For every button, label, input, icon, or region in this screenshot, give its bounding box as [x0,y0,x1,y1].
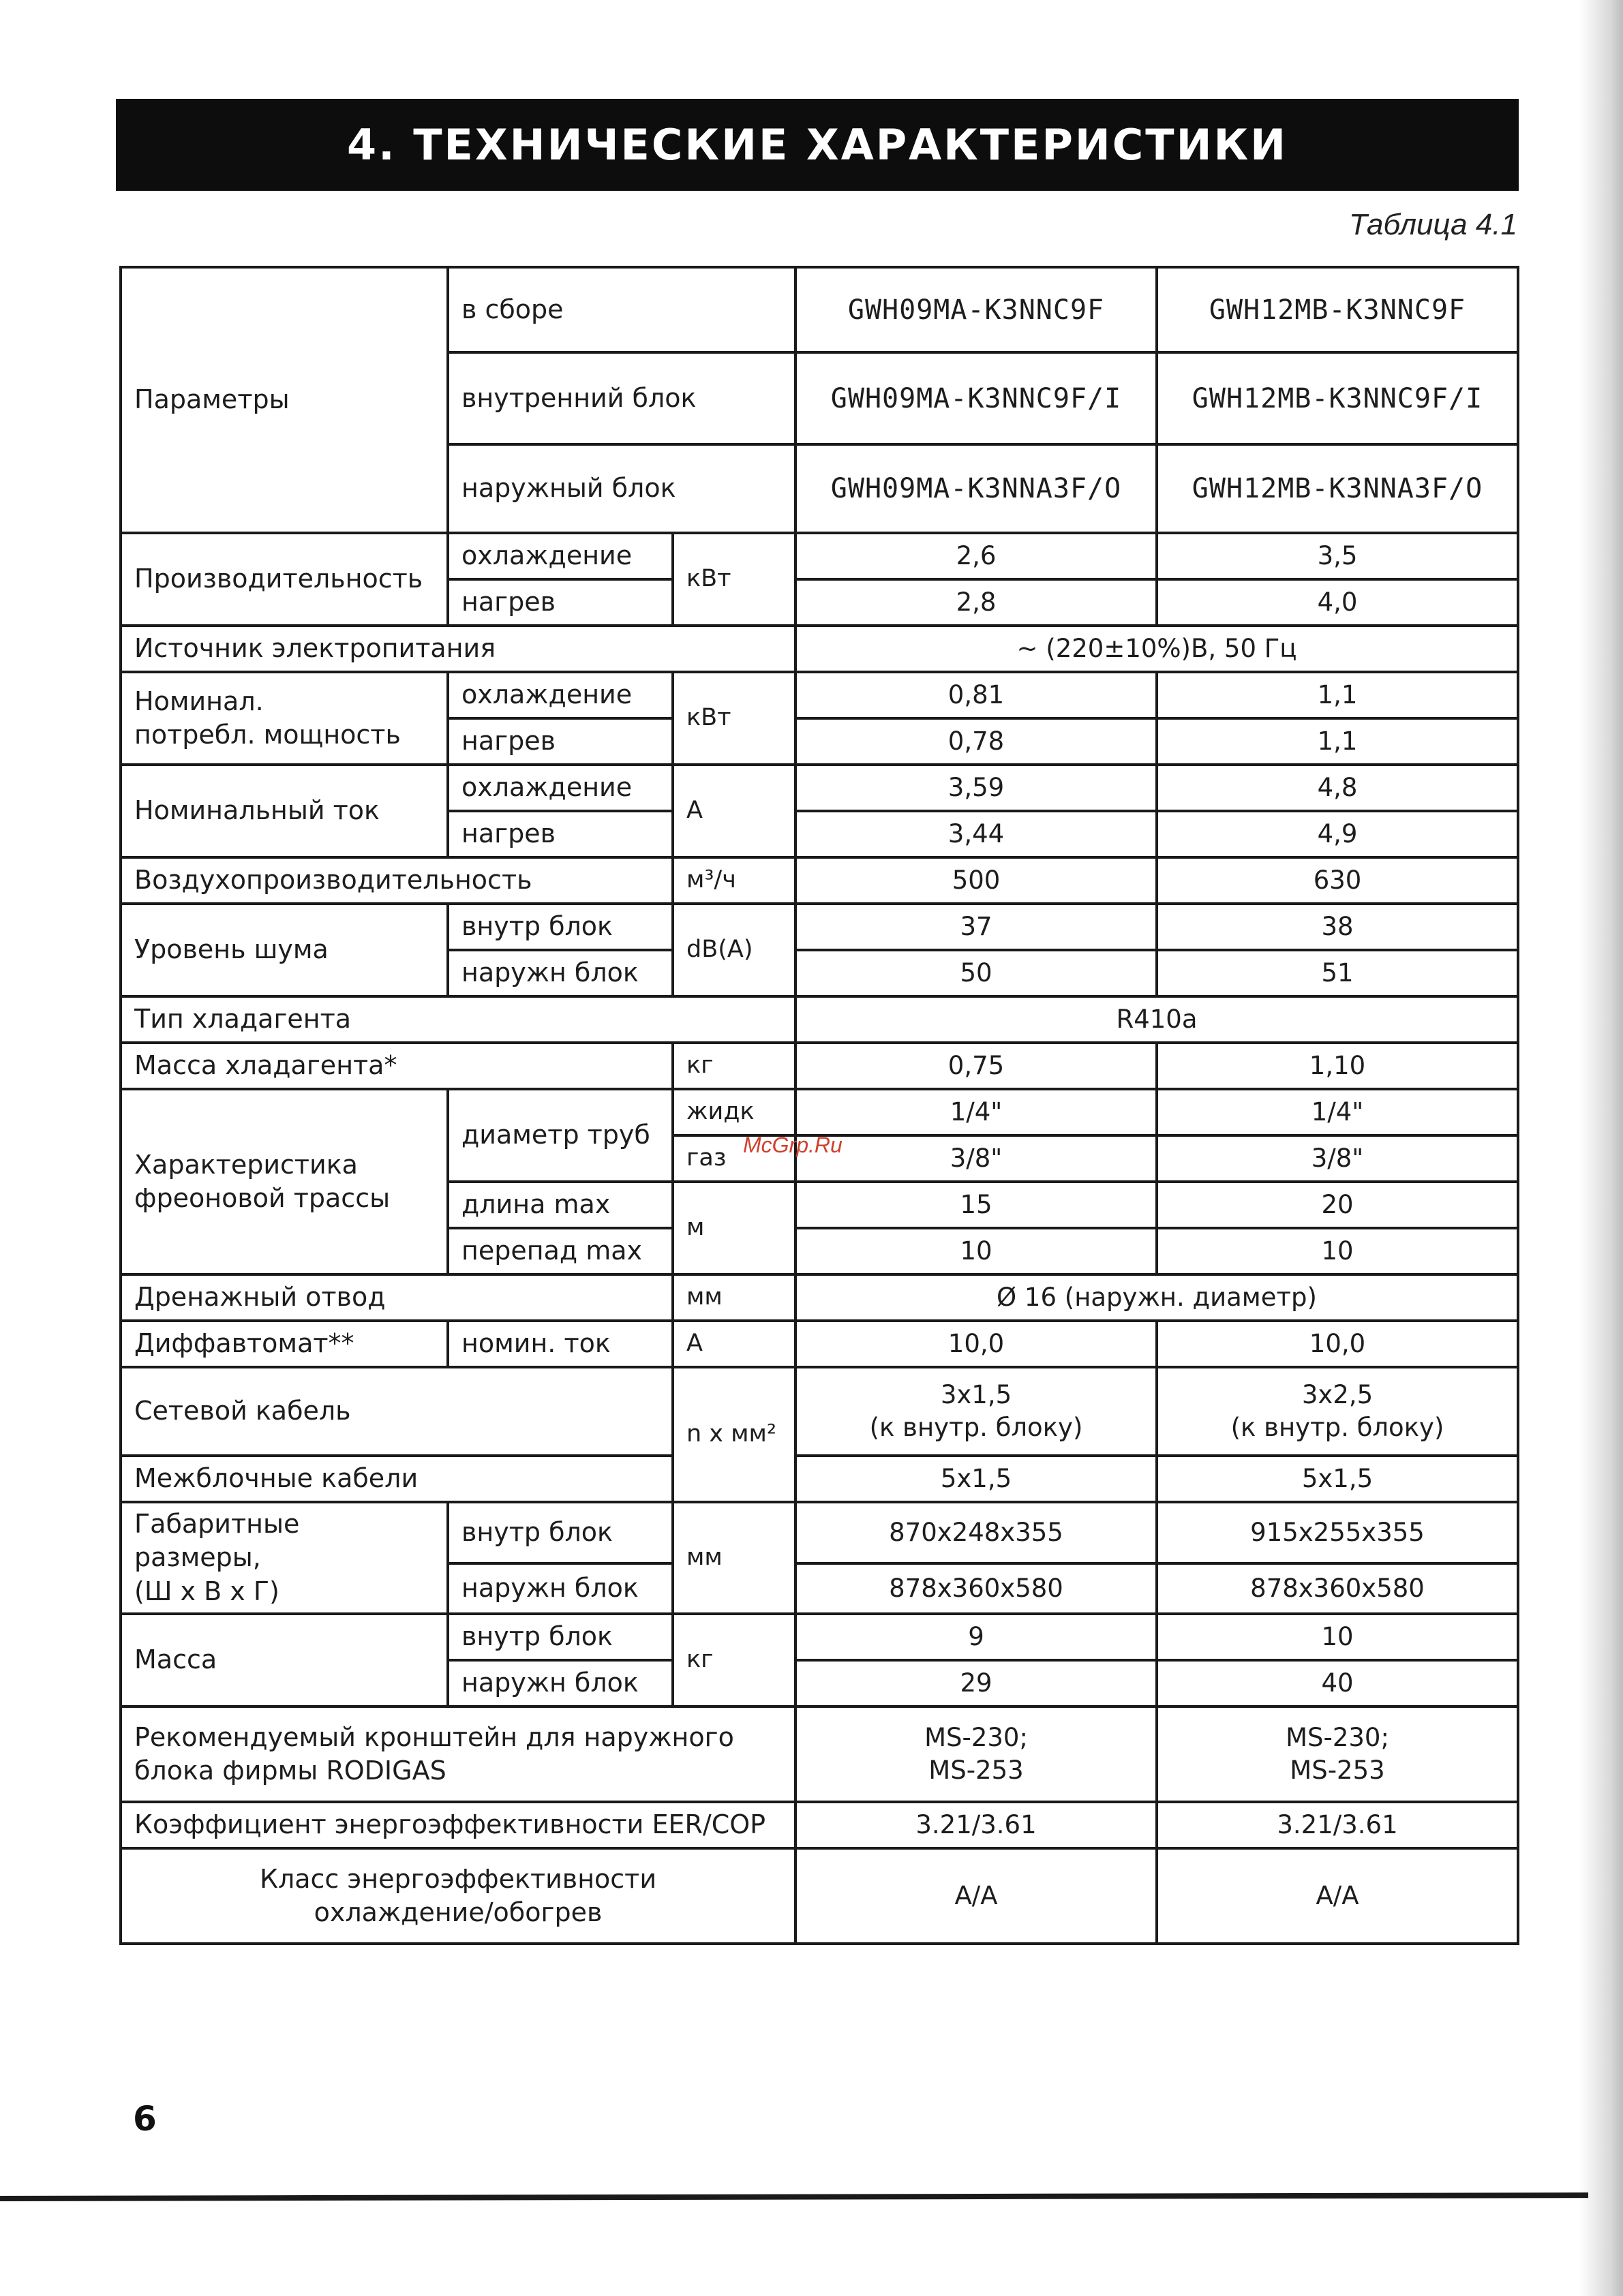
unit-cell: м [673,1182,795,1274]
row-label: Номинальный ток [121,765,448,857]
value-line: 3x1,5 [940,1379,1012,1409]
table-row [121,1614,1518,1660]
row-label [121,672,448,765]
table-row [121,1502,1518,1563]
table-row [121,1456,1518,1502]
page-number: 6 [133,2099,157,2139]
table-row [121,1367,1518,1456]
value-cell: 1,1 [1157,718,1518,765]
row-sublabel: внутр блок [448,1614,673,1660]
value-cell: 3/8" [795,1135,1157,1182]
row-sublabel: диаметр труб [448,1089,673,1182]
row-label: Диффавтомат** [121,1321,448,1367]
row-label-line: Класс энергоэффективности [259,1863,657,1894]
value-cell: Ø 16 (наружн. диаметр) [795,1274,1518,1321]
value-cell: 1,1 [1157,672,1518,718]
unit-cell: кВт [673,672,795,765]
row-sublabel: охлаждение [448,765,673,811]
row-sublabel: номин. ток [448,1321,673,1367]
row-label: Дренажный отвод [121,1274,673,1321]
value-cell: 4,9 [1157,811,1518,857]
value-cell: 500 [795,857,1157,904]
row-sublabel: длина max [448,1182,673,1228]
table-row [121,1321,1518,1367]
row-sublabel: в сборе [448,267,795,352]
model-cell: GWH09MA-K3NNA3F/O [795,444,1157,533]
value-cell: 1/4" [1157,1089,1518,1135]
section-title: 4. ТЕХНИЧЕСКИЕ ХАРАКТЕРИСТИКИ [116,99,1519,191]
value-line: MS-230; [924,1722,1028,1752]
value-cell [795,1706,1157,1802]
row-label [121,1502,448,1614]
table-row [121,1089,1518,1135]
value-cell: 50 [795,950,1157,996]
value-cell: 5x1,5 [1157,1456,1518,1502]
table-caption: Таблица 4.1 [1349,208,1517,241]
unit-cell: газ [673,1135,795,1182]
value-cell: 2,6 [795,533,1157,579]
value-cell: 4,0 [1157,579,1518,626]
value-cell: 0,75 [795,1043,1157,1089]
row-label: Сетевой кабель [121,1367,673,1456]
unit-cell: м³/ч [673,857,795,904]
model-cell: GWH12MB-K3NNA3F/O [1157,444,1518,533]
row-label: Воздухопроизводительность [121,857,673,904]
model-cell: GWH09MA-K3NNC9F/I [795,352,1157,444]
row-label: Масса хладагента* [121,1043,673,1089]
row-label-line: блока фирмы RODIGAS [134,1756,446,1786]
row-sublabel: охлаждение [448,533,673,579]
bottom-divider [0,2192,1588,2201]
table-row [121,904,1518,950]
table-row [121,672,1518,718]
value-cell: 10 [1157,1614,1518,1660]
value-cell: ~ (220±10%)В, 50 Гц [795,626,1518,672]
row-sublabel: наружн блок [448,1660,673,1706]
row-label: Масса [121,1614,448,1706]
value-cell: 2,8 [795,579,1157,626]
row-label-line: Характеристика [134,1149,358,1180]
value-cell: 4,8 [1157,765,1518,811]
value-cell: 3.21/3.61 [795,1802,1157,1848]
watermark-text: McGrp.Ru [743,1133,843,1157]
value-cell: R410a [795,996,1518,1043]
value-cell: 630 [1157,857,1518,904]
value-cell: 10,0 [795,1321,1157,1367]
unit-cell: мм [673,1502,795,1614]
row-sublabel: охлаждение [448,672,673,718]
row-label-line: Номинал. [134,686,264,716]
row-sublabel: нагрев [448,718,673,765]
row-sublabel: нагрев [448,579,673,626]
unit-cell: кг [673,1614,795,1706]
spec-table [119,266,1519,1945]
table-row [121,1802,1518,1848]
value-line: MS-253 [928,1756,1024,1785]
value-line: (к внутр. блоку) [869,1413,1083,1442]
value-line: 3x2,5 [1301,1379,1374,1409]
model-cell: GWH12MB-K3NNC9F [1157,267,1518,352]
value-cell: 3,59 [795,765,1157,811]
table-row [121,1848,1518,1944]
value-cell: 20 [1157,1182,1518,1228]
row-sublabel: перепад max [448,1228,673,1274]
value-cell: 870x248x355 [795,1502,1157,1563]
value-cell: 40 [1157,1660,1518,1706]
table-row [121,996,1518,1043]
row-label-line: охлаждение/обогрев [314,1897,603,1927]
row-label: Тип хладагента [121,996,795,1043]
value-cell: 3.21/3.61 [1157,1802,1518,1848]
unit-cell: А [673,765,795,857]
value-line: (к внутр. блоку) [1230,1413,1444,1442]
table-row [121,1706,1518,1802]
value-cell: 915x255x355 [1157,1502,1518,1563]
row-label-line: фреоновой трассы [134,1183,391,1213]
value-cell: 10 [1157,1228,1518,1274]
row-label [121,1706,795,1802]
unit-cell: жидк [673,1089,795,1135]
row-label: Коэффициент энергоэффективности EER/COP [121,1802,795,1848]
row-label-line: потребл. мощность [134,720,401,750]
unit-cell: А [673,1321,795,1367]
value-cell: A/A [795,1848,1157,1944]
value-cell: 5x1,5 [795,1456,1157,1502]
row-sublabel: нагрев [448,811,673,857]
table-row [121,857,1518,904]
value-cell: 1/4" [795,1089,1157,1135]
table-row [121,765,1518,811]
row-label-line: (Ш х В х Г) [134,1576,279,1606]
row-label-line: Габаритные размеры, [134,1508,300,1573]
row-label [121,1848,795,1944]
row-label [121,1089,448,1274]
row-label: Производительность [121,533,448,626]
value-cell: 10,0 [1157,1321,1518,1367]
value-cell: 51 [1157,950,1518,996]
value-cell [1157,1367,1518,1456]
value-cell: 3,44 [795,811,1157,857]
value-cell [795,1367,1157,1456]
row-sublabel: внутр блок [448,904,673,950]
row-label: Уровень шума [121,904,448,996]
row-label: Межблочные кабели [121,1456,673,1502]
value-cell: 10 [795,1228,1157,1274]
table-row [121,267,1518,352]
row-label: Источник электропитания [121,626,795,672]
row-label: Параметры [121,267,448,533]
unit-cell: мм [673,1274,795,1321]
value-cell: 29 [795,1660,1157,1706]
value-cell: 878x360x580 [795,1563,1157,1614]
row-sublabel: наружн блок [448,1563,673,1614]
value-cell: 3,5 [1157,533,1518,579]
value-cell: 9 [795,1614,1157,1660]
row-sublabel: внутренний блок [448,352,795,444]
page-edge-shadow [1579,0,1623,2296]
value-cell: 15 [795,1182,1157,1228]
value-cell: 1,10 [1157,1043,1518,1089]
value-cell: 0,81 [795,672,1157,718]
table-row [121,1274,1518,1321]
table-row [121,1043,1518,1089]
value-line: MS-253 [1290,1756,1385,1785]
unit-cell: n x мм² [673,1367,795,1502]
row-sublabel: наружный блок [448,444,795,533]
value-cell: 38 [1157,904,1518,950]
row-sublabel: наружн блок [448,950,673,996]
value-cell: 37 [795,904,1157,950]
row-sublabel: внутр блок [448,1502,673,1563]
value-cell: 3/8" [1157,1135,1518,1182]
unit-cell: dB(A) [673,904,795,996]
model-cell: GWH09MA-K3NNC9F [795,267,1157,352]
unit-cell: кВт [673,533,795,626]
value-cell: 878x360x580 [1157,1563,1518,1614]
value-cell: 0,78 [795,718,1157,765]
unit-cell: кг [673,1043,795,1089]
value-cell: A/A [1157,1848,1518,1944]
value-line: MS-230; [1286,1722,1389,1752]
table-row [121,533,1518,579]
table-row [121,626,1518,672]
model-cell: GWH12MB-K3NNC9F/I [1157,352,1518,444]
row-label-line: Рекомендуемый кронштейн для наружного [134,1721,734,1752]
value-cell [1157,1706,1518,1802]
